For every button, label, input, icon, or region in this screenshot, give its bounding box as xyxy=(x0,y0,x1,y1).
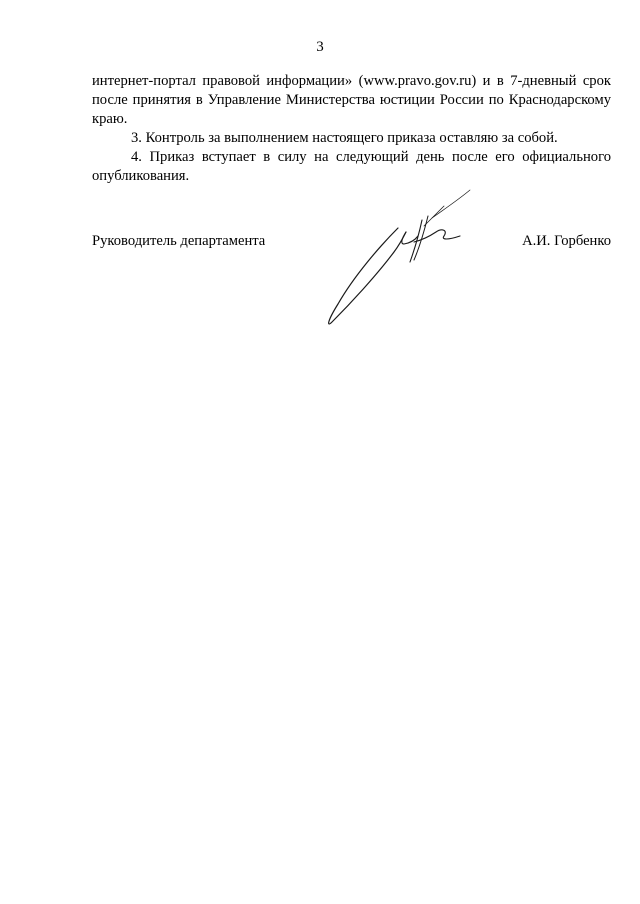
handwritten-signature-icon xyxy=(320,186,480,331)
signer-position: Руководитель департамента xyxy=(92,233,266,249)
paragraph-item-4: 4. Приказ вступает в силу на следующий день после его официального опубликования. xyxy=(92,149,611,184)
page-number: 3 xyxy=(316,39,324,55)
signer-name: А.И. Горбенко xyxy=(522,233,611,249)
document-body xyxy=(92,72,611,186)
paragraph-continuation: интернет-портал правовой информации» (www.pravo.gov.ru) и в 7-дневный срок после принятия в Управление Министерства юстиции России по Краснодарскому краю. xyxy=(92,73,611,127)
paragraph-item-3: 3. Контроль за выполнением настоящего приказа оставляю за собой. xyxy=(131,130,558,146)
